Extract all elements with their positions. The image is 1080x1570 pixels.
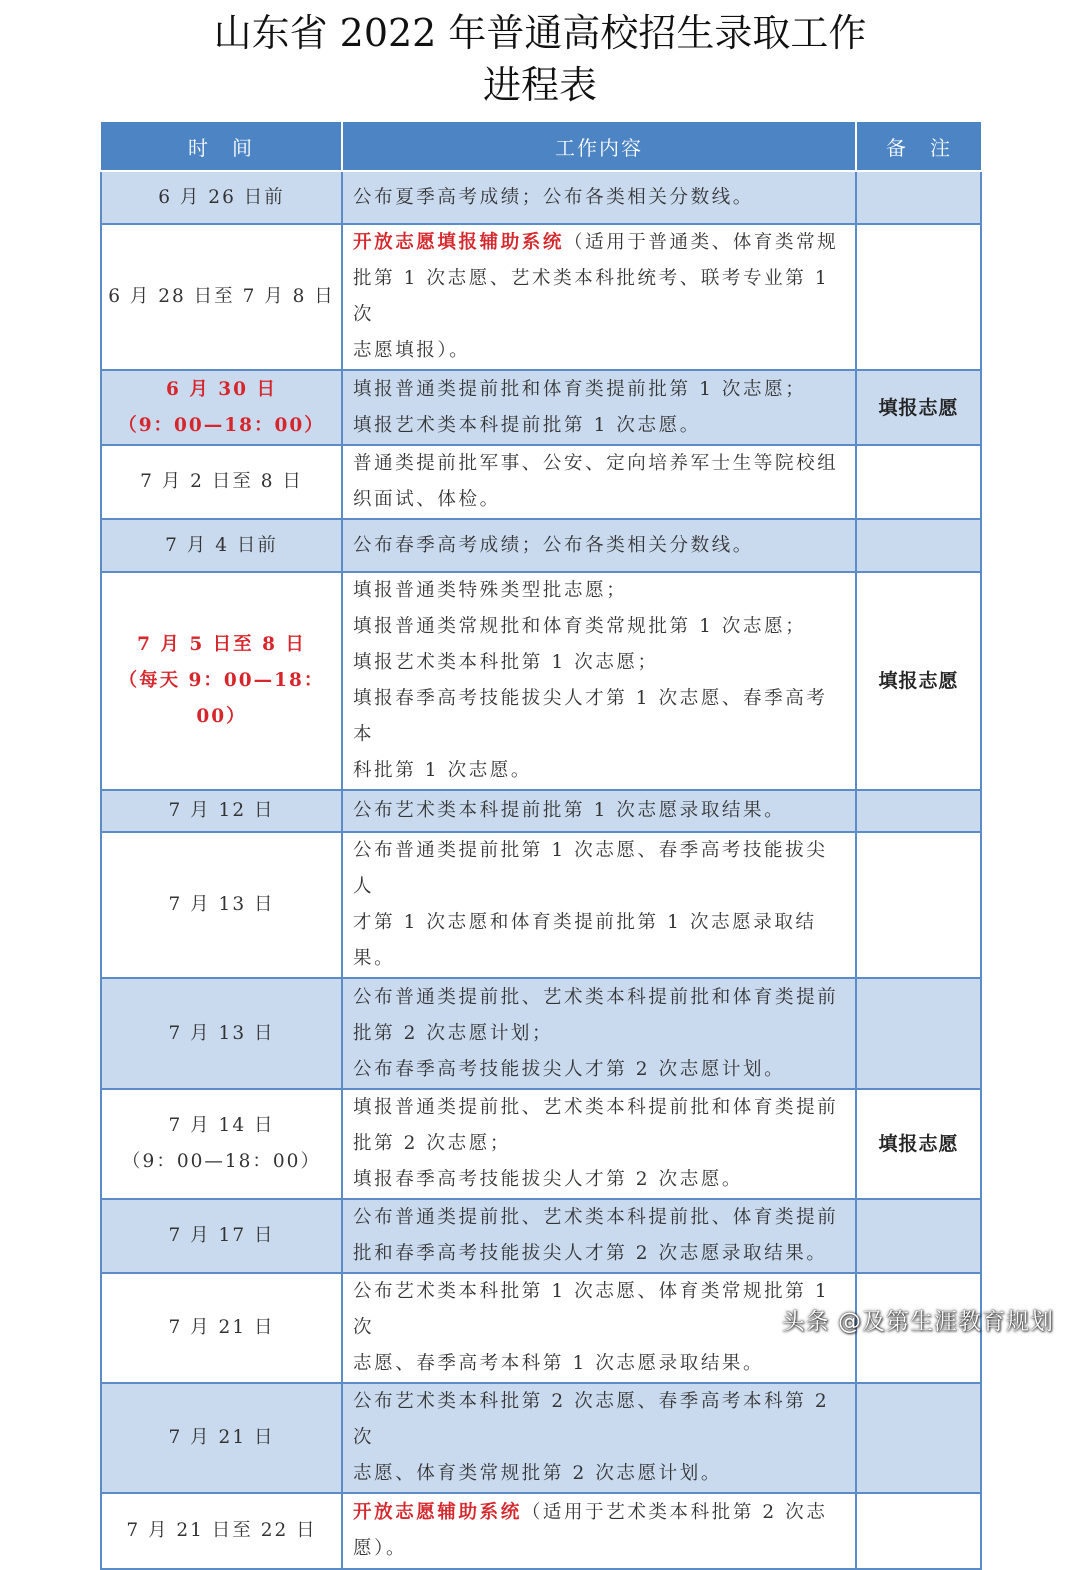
- content-text: 填报艺术类本科批第 1 次志愿；: [353, 652, 659, 673]
- time-cell: [101, 519, 342, 572]
- time-text: 7 月 2 日至 8 日: [140, 471, 303, 492]
- content-text: 公布夏季高考成绩；公布各类相关分数线。: [353, 186, 754, 208]
- table-row: [101, 832, 981, 978]
- content-text: 普通类提前批军事、公安、定向培养军士生等院校组: [353, 453, 839, 474]
- content-text: 批第 2 次志愿；: [353, 1133, 511, 1154]
- time-cell: [101, 1383, 342, 1493]
- header-time: 时 间: [101, 122, 342, 171]
- time-cell: [101, 978, 342, 1089]
- header-note: 备 注: [856, 122, 981, 171]
- content-cell: [342, 519, 856, 572]
- content-text: 公布艺术类本科批第 1 次志愿、体育类常规批第 1 次: [353, 1281, 830, 1338]
- content-line: [353, 1495, 845, 1531]
- time-cell: [101, 1493, 342, 1569]
- table-row: [101, 572, 981, 790]
- content-text: 填报普通类常规批和体育类常规批第 1 次志愿；: [353, 616, 807, 637]
- table-header-row: [101, 122, 981, 171]
- table-row: [101, 370, 981, 445]
- table-row: [101, 171, 981, 224]
- time-cell: [101, 370, 342, 445]
- content-line: [353, 225, 845, 261]
- content-text: 批第 1 次志愿、艺术类本科批统考、联考专业第 1 次: [353, 268, 830, 325]
- content-text: 填报普通类提前批和体育类提前批第 1 次志愿；: [353, 378, 807, 400]
- note-cell: [856, 445, 981, 519]
- content-cell: [342, 224, 856, 370]
- content-text: （适用于普通类、体育类常规: [564, 232, 839, 253]
- time-text: 7 月 4 日前: [165, 534, 278, 556]
- content-cell: [342, 1089, 856, 1199]
- table-row: [101, 978, 981, 1089]
- content-text: 填报普通类特殊类型批志愿；: [353, 580, 628, 601]
- note-cell: [856, 790, 981, 832]
- page-title: 山东省 2022 年普通高校招生录取工作: [213, 11, 867, 55]
- time-text: 7 月 5 日至 8 日: [137, 634, 306, 655]
- time-cell: [101, 171, 342, 224]
- content-text: 批和春季高考技能拔尖人才第 2 次志愿录取结果。: [353, 1243, 828, 1264]
- header-content: 工作内容: [342, 122, 856, 171]
- content-text: 科批第 1 次志愿。: [353, 760, 533, 781]
- content-cell: [342, 572, 856, 790]
- content-text: 填报春季高考技能拔尖人才第 1 次志愿、春季高考本: [353, 688, 828, 745]
- time-text: （9：00—18：00）: [118, 414, 325, 436]
- content-text: 填报春季高考技能拔尖人才第 2 次志愿。: [353, 1169, 744, 1190]
- content-text: 愿）。: [353, 1538, 408, 1559]
- content-text: 公布艺术类本科批第 2 次志愿、春季高考本科第 2 次: [353, 1391, 830, 1448]
- time-text: 7 月 14 日: [168, 1115, 275, 1136]
- time-cell: [101, 1273, 342, 1383]
- time-text: 7 月 12 日: [168, 800, 275, 821]
- content-text: 公布普通类提前批、艺术类本科提前批、体育类提前: [353, 1207, 839, 1228]
- table-row: [101, 1089, 981, 1199]
- time-cell: [101, 445, 342, 519]
- time-cell: [101, 224, 342, 370]
- content-cell: [342, 1273, 856, 1383]
- content-cell: [342, 790, 856, 832]
- content-text: 志愿、春季高考本科第 1 次志愿录取结果。: [353, 1353, 765, 1374]
- table-row: [101, 1493, 981, 1569]
- time-cell: [101, 1089, 342, 1199]
- time-cell: [101, 832, 342, 978]
- time-text: 6 月 26 日前: [158, 186, 285, 208]
- content-text: 批第 2 次志愿计划；: [353, 1022, 554, 1044]
- time-text: 7 月 17 日: [168, 1225, 275, 1246]
- note-cell: 填报志愿: [856, 572, 981, 790]
- content-text: 志愿填报）。: [353, 340, 471, 361]
- time-text: 7 月 21 日至 22 日: [126, 1520, 317, 1541]
- content-text: 织面试、体检。: [353, 489, 501, 510]
- time-text: 7 月 21 日: [168, 1427, 275, 1448]
- time-text: 7 月 21 日: [168, 1317, 275, 1338]
- time-cell: [101, 790, 342, 832]
- schedule-table: [100, 122, 982, 1570]
- highlight-text: 开放志愿填报辅助系统: [353, 232, 565, 253]
- table-row: [101, 519, 981, 572]
- content-cell: [342, 832, 856, 978]
- table-row: [101, 1199, 981, 1273]
- content-cell: [342, 1383, 856, 1493]
- note-cell: [856, 832, 981, 978]
- table-row: [101, 445, 981, 519]
- content-cell: [342, 1493, 856, 1569]
- content-cell: [342, 1199, 856, 1273]
- content-cell: [342, 370, 856, 445]
- time-text: 6 月 30 日: [166, 378, 277, 400]
- content-text: 公布艺术类本科提前批第 1 次志愿录取结果。: [353, 800, 786, 821]
- time-text: 7 月 13 日: [168, 894, 275, 915]
- note-cell: [856, 1199, 981, 1273]
- note-cell: [856, 978, 981, 1089]
- time-text: （9：00—18：00）: [122, 1151, 321, 1172]
- note-cell: [856, 1383, 981, 1493]
- content-text: 填报艺术类本科提前批第 1 次志愿。: [353, 414, 701, 436]
- content-text: 填报普通类提前批、艺术类本科提前批和体育类提前: [353, 1097, 839, 1118]
- note-cell: 填报志愿: [856, 1089, 981, 1199]
- content-text: 公布春季高考成绩；公布各类相关分数线。: [353, 534, 754, 556]
- content-cell: [342, 171, 856, 224]
- content-text: 公布普通类提前批第 1 次志愿、春季高考技能拔尖人: [353, 840, 828, 897]
- time-text: （每天 9：00—18：00）: [118, 670, 325, 727]
- note-cell: [856, 519, 981, 572]
- table-row: [101, 1383, 981, 1493]
- note-cell: [856, 224, 981, 370]
- table-row: [101, 790, 981, 832]
- time-cell: [101, 572, 342, 790]
- content-text: 志愿、体育类常规批第 2 次志愿计划。: [353, 1463, 722, 1484]
- content-text: （适用于艺术类本科批第 2 次志: [521, 1502, 828, 1523]
- time-text: 6 月 28 日至 7 月 8 日: [108, 286, 335, 307]
- table-body: [101, 171, 981, 1569]
- highlight-text: 开放志愿辅助系统: [353, 1502, 522, 1523]
- content-text: 公布春季高考技能拔尖人才第 2 次志愿计划。: [353, 1058, 786, 1080]
- content-cell: [342, 445, 856, 519]
- note-cell: [856, 1493, 981, 1569]
- table-row: [101, 224, 981, 370]
- time-cell: [101, 1199, 342, 1273]
- time-text: 7 月 13 日: [168, 1022, 275, 1044]
- content-cell: [342, 978, 856, 1089]
- note-cell: [856, 171, 981, 224]
- content-text: 才第 1 次志愿和体育类提前批第 1 次志愿录取结果。: [353, 912, 817, 969]
- watermark: 头条 @及第生涯教育规划: [781, 1309, 1054, 1335]
- note-cell: 填报志愿: [856, 370, 981, 445]
- content-text: 公布普通类提前批、艺术类本科提前批和体育类提前: [353, 986, 839, 1008]
- page-subtitle: 进程表: [482, 63, 597, 107]
